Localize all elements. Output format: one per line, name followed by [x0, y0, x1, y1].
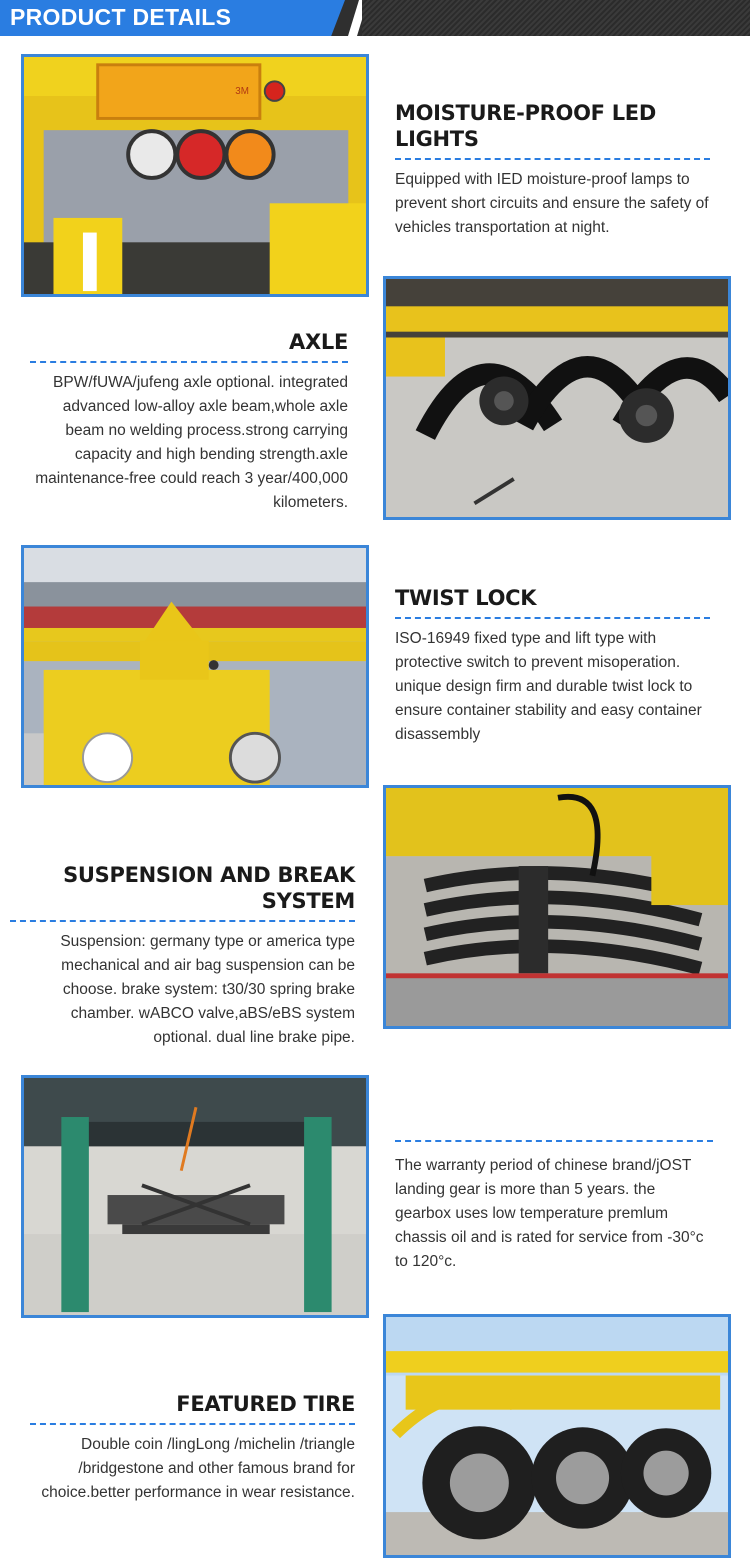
page-title: PRODUCT DETAILS — [10, 4, 232, 30]
landing-gear-photo — [21, 1075, 369, 1318]
section-description: ISO-16949 fixed type and lift type with protective switch to prevent misoperation. unique design firm and durable twist lock to ensure container stability and easy container disassembly — [395, 630, 702, 743]
reflector-3m-mark: 3M — [235, 86, 249, 98]
tire-photo — [383, 1314, 731, 1558]
section-title: MOISTURE-PROOF LED LIGHTS — [395, 101, 656, 151]
led-lights-photo — [21, 54, 369, 297]
section-led-lights — [395, 100, 710, 240]
dashed-divider — [395, 617, 710, 619]
section-featured-tire — [30, 1391, 355, 1505]
section-suspension — [10, 862, 355, 1050]
dashed-divider — [395, 1140, 713, 1142]
section-title: SUSPENSION AND BREAK SYSTEM — [63, 863, 355, 913]
header-dark-band — [362, 0, 750, 36]
section-axle — [30, 329, 348, 515]
section-title: AXLE — [289, 330, 348, 354]
section-title: FEATURED TIRE — [176, 1392, 355, 1416]
section-description: Double coin /lingLong /michelin /triangle /bridgestone and other famous brand for choice.better performance in wear resistance. — [41, 1436, 355, 1501]
twist-lock-photo — [21, 545, 369, 788]
section-description: Equipped with IED moisture-proof lamps to prevent short circuits and ensure the safety of vehicles transportation at night. — [395, 171, 709, 236]
suspension-photo — [383, 785, 731, 1029]
section-description: Suspension: germany type or america type mechanical and air bag suspension can be choose. brake system: t30/30 spring brake chamber. wABCO valve,aBS/eBS system optional. dual line brake pipe. — [60, 933, 355, 1046]
section-description: BPW/fUWA/jufeng axle optional. integrated advanced low-alloy axle beam,whole axle beam no welding process.strong carrying capacity and high bending strength.axle maintenance-free could reach 3 year/400,000 kilometers. — [35, 374, 348, 511]
section-description: The warranty period of chinese brand/jOST landing gear is more than 5 years. the gearbox uses low temperature premlum chassis oil and is rated for service from -30°c to 120°c. — [395, 1157, 704, 1270]
section-twist-lock — [395, 585, 710, 747]
page-header — [0, 0, 750, 36]
dashed-divider — [30, 361, 348, 363]
axle-photo — [383, 276, 731, 520]
section-landing-gear — [395, 1140, 713, 1274]
dashed-divider — [395, 158, 710, 160]
dashed-divider — [10, 920, 355, 922]
dashed-divider — [30, 1423, 355, 1425]
section-title: TWIST LOCK — [395, 586, 537, 610]
